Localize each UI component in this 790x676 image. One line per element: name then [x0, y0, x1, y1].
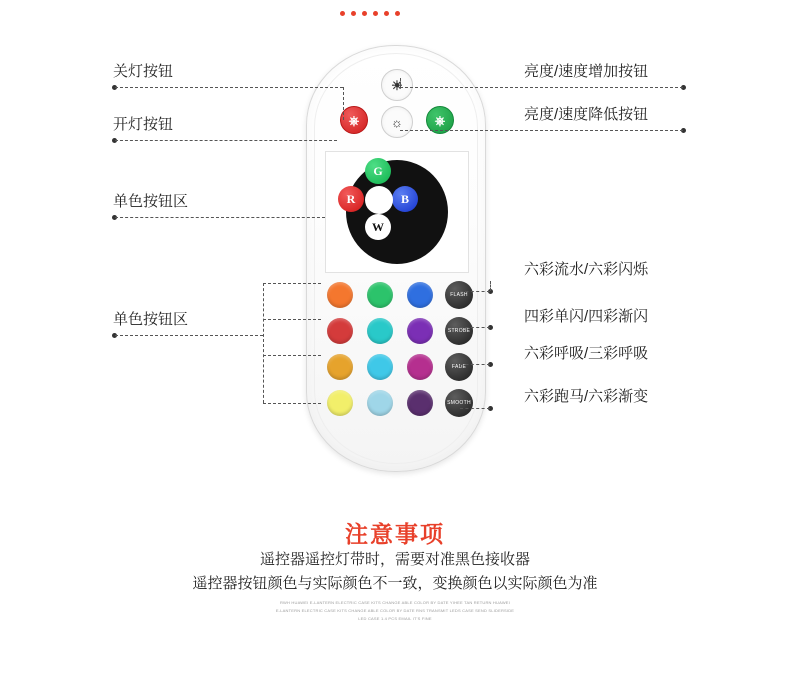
leader-line — [263, 283, 321, 284]
leader-line — [400, 87, 683, 88]
white-button[interactable]: W — [365, 214, 391, 240]
red-button[interactable]: R — [338, 186, 364, 212]
brightness-up-icon[interactable]: ☀ — [381, 69, 413, 101]
top-decoration-dots — [340, 8, 450, 18]
label-single-color-zone-2: 单色按钮区 — [113, 311, 189, 328]
flash-button[interactable]: FLASH — [445, 281, 473, 309]
leader-line — [460, 408, 490, 409]
label-single-color-zone-1: 单色按钮区 — [113, 193, 189, 210]
smooth-button[interactable]: SMOOTH — [445, 389, 473, 417]
leader-line — [460, 364, 490, 365]
color-key[interactable] — [367, 354, 393, 380]
leader-line — [263, 355, 321, 356]
notice-line-1: 遥控器遥控灯带时，需要对准黑色接收器 — [259, 551, 530, 568]
label-fade: 六彩呼吸/三彩呼吸 — [524, 345, 649, 362]
leader-bracket — [263, 283, 264, 403]
leader-line — [263, 403, 321, 404]
leader-line — [263, 319, 321, 320]
blue-button[interactable]: B — [392, 186, 418, 212]
color-key[interactable] — [407, 318, 433, 344]
rgbw-pad-background — [346, 160, 448, 264]
remote-control-body — [306, 45, 486, 472]
color-key[interactable] — [367, 282, 393, 308]
fineprint-line-2: E-LANTERN ELECTRIC CASE KITS CHANGE ABLE COLOR BY DATE RNS TRANSMIT LEDS CASE SEND SLIDERSIDE — [275, 608, 515, 613]
leader-line — [400, 78, 401, 88]
fade-button[interactable]: FADE — [445, 353, 473, 381]
color-key[interactable] — [407, 282, 433, 308]
power-on-button[interactable]: ⎈ — [426, 106, 454, 134]
color-key[interactable] — [367, 390, 393, 416]
center-white-button[interactable] — [365, 186, 393, 214]
leader-line — [490, 281, 491, 291]
notice-title: 注意事项 — [345, 521, 445, 547]
label-smooth: 六彩跑马/六彩渐变 — [524, 388, 649, 405]
label-power-on: 开灯按钮 — [113, 116, 174, 133]
label-flash: 六彩流水/六彩闪烁 — [524, 261, 649, 278]
color-key[interactable] — [367, 318, 393, 344]
color-key[interactable] — [327, 282, 353, 308]
green-button[interactable]: G — [365, 158, 391, 184]
label-strobe: 四彩单闪/四彩渐闪 — [524, 308, 649, 325]
notice-line-2: 遥控器按钮颜色与实际颜色不一致，变换颜色以实际颜色为准 — [192, 575, 598, 592]
leader-line — [115, 140, 337, 141]
label-power-off: 关灯按钮 — [113, 63, 174, 80]
brightness-down-icon[interactable]: ☼ — [381, 106, 413, 138]
leader-line — [460, 327, 490, 328]
label-brightness-up: 亮度/速度增加按钮 — [524, 63, 649, 80]
color-key[interactable] — [327, 318, 353, 344]
label-brightness-down: 亮度/速度降低按钮 — [524, 106, 649, 123]
color-key[interactable] — [407, 390, 433, 416]
leader-line — [115, 335, 263, 336]
leader-line — [400, 130, 683, 131]
color-button-grid — [323, 278, 471, 418]
leader-line — [115, 217, 325, 218]
color-key[interactable] — [327, 354, 353, 380]
power-off-button[interactable]: ⎈ — [340, 106, 368, 134]
leader-line — [460, 291, 490, 292]
strobe-button[interactable]: STROBE — [445, 317, 473, 345]
fineprint-line-1: RWH HUAWEI E-LANTERN ELECTRIC CASE KITS CHANGE ABLE COLOR BY DATE YIHEE TAN RETURN HUAWEI — [280, 600, 510, 605]
fineprint-line-3: LED CASE 1.4 PCS EMAIL IT'S FINE — [358, 616, 432, 621]
rgbw-pad — [325, 151, 469, 273]
leader-line — [343, 87, 344, 120]
color-key[interactable] — [327, 390, 353, 416]
leader-line — [115, 87, 343, 88]
color-key[interactable] — [407, 354, 433, 380]
